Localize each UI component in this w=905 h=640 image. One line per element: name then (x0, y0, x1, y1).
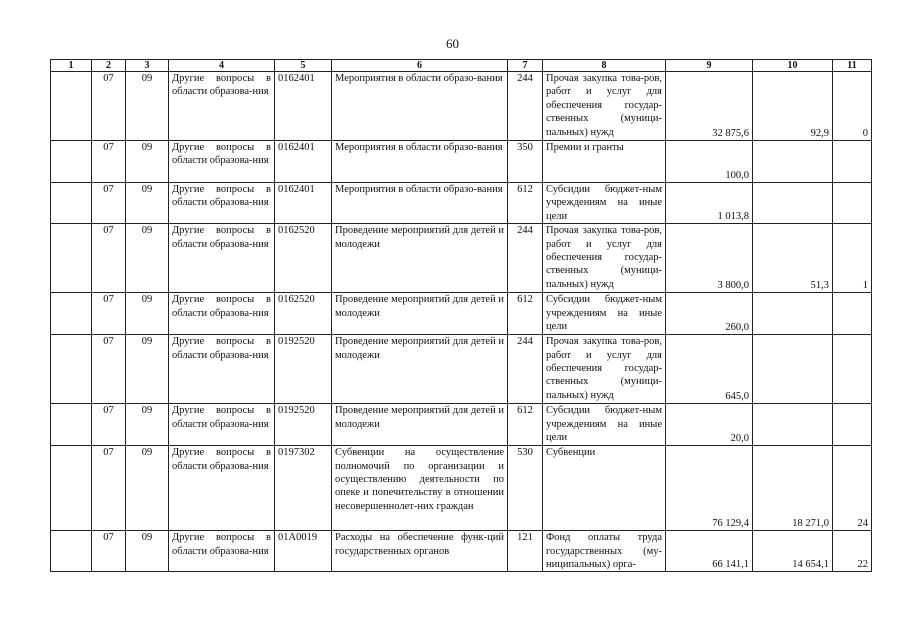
cell-percent: 22 (833, 531, 872, 572)
budget-table (50, 59, 872, 572)
cell-col-1 (51, 141, 92, 183)
cell-percent (833, 141, 872, 183)
cell-col-1 (51, 335, 92, 404)
cell-section: 07 (92, 141, 126, 183)
cell-target-article: 01А0019 (275, 531, 332, 572)
cell-section-name: Другие вопросы в области образова-ния (169, 404, 275, 446)
cell-section-name: Другие вопросы в области образова-ния (169, 141, 275, 183)
column-header-9: 9 (666, 60, 753, 72)
cell-section-name: Другие вопросы в области образова-ния (169, 224, 275, 293)
cell-expense-type: 121 (508, 531, 543, 572)
cell-target-article: 0162401 (275, 183, 332, 224)
cell-section: 07 (92, 183, 126, 224)
cell-percent (833, 404, 872, 446)
cell-section-name: Другие вопросы в области образова-ния (169, 335, 275, 404)
cell-percent (833, 183, 872, 224)
cell-section-name: Другие вопросы в области образова-ния (169, 72, 275, 141)
column-header-3: 3 (126, 60, 169, 72)
cell-col-1 (51, 183, 92, 224)
cell-percent (833, 293, 872, 335)
table-row (51, 293, 872, 335)
cell-section: 07 (92, 224, 126, 293)
cell-target-article: 0192520 (275, 404, 332, 446)
cell-amount-2 (753, 183, 833, 224)
cell-subsection: 09 (126, 141, 169, 183)
table-row (51, 72, 872, 141)
cell-section: 07 (92, 446, 126, 531)
cell-amount-2: 14 654,1 (753, 531, 833, 572)
cell-subsection: 09 (126, 335, 169, 404)
cell-section: 07 (92, 335, 126, 404)
cell-amount-2 (753, 335, 833, 404)
cell-subsection: 09 (126, 531, 169, 572)
cell-amount: 1 013,8 (666, 183, 753, 224)
cell-expense-name: Прочая закупка това-ров, работ и услуг для обеспечения государ-ственных (муници-пальных) нужд (543, 72, 666, 141)
cell-section-name: Другие вопросы в области образова-ния (169, 531, 275, 572)
column-header-4: 4 (169, 60, 275, 72)
column-header-7: 7 (508, 60, 543, 72)
cell-section-name: Другие вопросы в области образова-ния (169, 293, 275, 335)
table-row (51, 531, 872, 572)
cell-amount: 66 141,1 (666, 531, 753, 572)
cell-expense-type: 612 (508, 404, 543, 446)
column-header-1: 1 (51, 60, 92, 72)
cell-article-name: Расходы на обеспечение функ-ций государственных органов (332, 531, 508, 572)
cell-section-name: Другие вопросы в области образова-ния (169, 446, 275, 531)
cell-section: 07 (92, 293, 126, 335)
cell-amount: 20,0 (666, 404, 753, 446)
cell-article-name: Мероприятия в области образо-вания (332, 72, 508, 141)
cell-subsection: 09 (126, 72, 169, 141)
cell-amount-2: 92,9 (753, 72, 833, 141)
cell-article-name: Мероприятия в области образо-вания (332, 183, 508, 224)
cell-subsection: 09 (126, 183, 169, 224)
cell-col-1 (51, 72, 92, 141)
cell-expense-type: 244 (508, 335, 543, 404)
column-header-8: 8 (543, 60, 666, 72)
cell-article-name: Проведение мероприятий для детей и молодежи (332, 224, 508, 293)
cell-col-1 (51, 531, 92, 572)
cell-expense-name: Субсидии бюджет-ным учреждениям на иные цели (543, 293, 666, 335)
cell-amount-2 (753, 404, 833, 446)
cell-target-article: 0162401 (275, 72, 332, 141)
cell-amount-2 (753, 141, 833, 183)
table-row (51, 404, 872, 446)
page-number: 60 (446, 36, 459, 51)
cell-amount: 645,0 (666, 335, 753, 404)
cell-col-1 (51, 293, 92, 335)
cell-section: 07 (92, 72, 126, 141)
cell-article-name: Мероприятия в области образо-вания (332, 141, 508, 183)
cell-section: 07 (92, 531, 126, 572)
cell-amount-2: 18 271,0 (753, 446, 833, 531)
cell-subsection: 09 (126, 404, 169, 446)
cell-expense-type: 350 (508, 141, 543, 183)
cell-target-article: 0162520 (275, 293, 332, 335)
table-row (51, 335, 872, 404)
cell-amount: 100,0 (666, 141, 753, 183)
column-header-10: 10 (753, 60, 833, 72)
cell-subsection: 09 (126, 293, 169, 335)
cell-percent: 1 (833, 224, 872, 293)
table-row (51, 141, 872, 183)
table-row (51, 446, 872, 531)
cell-percent (833, 335, 872, 404)
cell-expense-name: Субвенции (543, 446, 666, 531)
table-row (51, 224, 872, 293)
cell-target-article: 0197302 (275, 446, 332, 531)
cell-col-1 (51, 446, 92, 531)
cell-col-1 (51, 404, 92, 446)
cell-target-article: 0162520 (275, 224, 332, 293)
cell-expense-name: Фонд оплаты труда государственных (му-ниципальных) орга- (543, 531, 666, 572)
cell-expense-name: Прочая закупка това-ров, работ и услуг для обеспечения государ-ственных (муници-пальных) нужд (543, 224, 666, 293)
column-header-11: 11 (833, 60, 872, 72)
column-header-6: 6 (332, 60, 508, 72)
cell-amount-2 (753, 293, 833, 335)
table-body (51, 72, 872, 572)
cell-amount: 76 129,4 (666, 446, 753, 531)
cell-article-name: Проведение мероприятий для детей и молодежи (332, 293, 508, 335)
cell-target-article: 0192520 (275, 335, 332, 404)
cell-amount: 260,0 (666, 293, 753, 335)
cell-expense-name: Премии и гранты (543, 141, 666, 183)
cell-article-name: Проведение мероприятий для детей и молодежи (332, 404, 508, 446)
cell-amount-2: 51,3 (753, 224, 833, 293)
cell-col-1 (51, 224, 92, 293)
cell-amount: 3 800,0 (666, 224, 753, 293)
cell-amount: 32 875,6 (666, 72, 753, 141)
cell-expense-name: Субсидии бюджет-ным учреждениям на иные цели (543, 404, 666, 446)
cell-subsection: 09 (126, 446, 169, 531)
cell-expense-type: 612 (508, 293, 543, 335)
cell-target-article: 0162401 (275, 141, 332, 183)
cell-section: 07 (92, 404, 126, 446)
cell-section-name: Другие вопросы в области образова-ния (169, 183, 275, 224)
cell-article-name: Субвенции на осуществление полномочий по организации и осуществлению деятельности по опеке и попечительству в отношении несовершеннолет-них граждан (332, 446, 508, 531)
column-header-5: 5 (275, 60, 332, 72)
cell-expense-type: 612 (508, 183, 543, 224)
cell-expense-type: 530 (508, 446, 543, 531)
table-header (51, 60, 872, 72)
cell-percent: 24 (833, 446, 872, 531)
cell-expense-type: 244 (508, 224, 543, 293)
cell-expense-type: 244 (508, 72, 543, 141)
cell-subsection: 09 (126, 224, 169, 293)
column-header-2: 2 (92, 60, 126, 72)
cell-article-name: Проведение мероприятий для детей и молодежи (332, 335, 508, 404)
cell-expense-name: Субсидии бюджет-ным учреждениям на иные цели (543, 183, 666, 224)
cell-percent: 0 (833, 72, 872, 141)
table-row (51, 183, 872, 224)
cell-expense-name: Прочая закупка това-ров, работ и услуг для обеспечения государ-ственных (муници-пальных) нужд (543, 335, 666, 404)
